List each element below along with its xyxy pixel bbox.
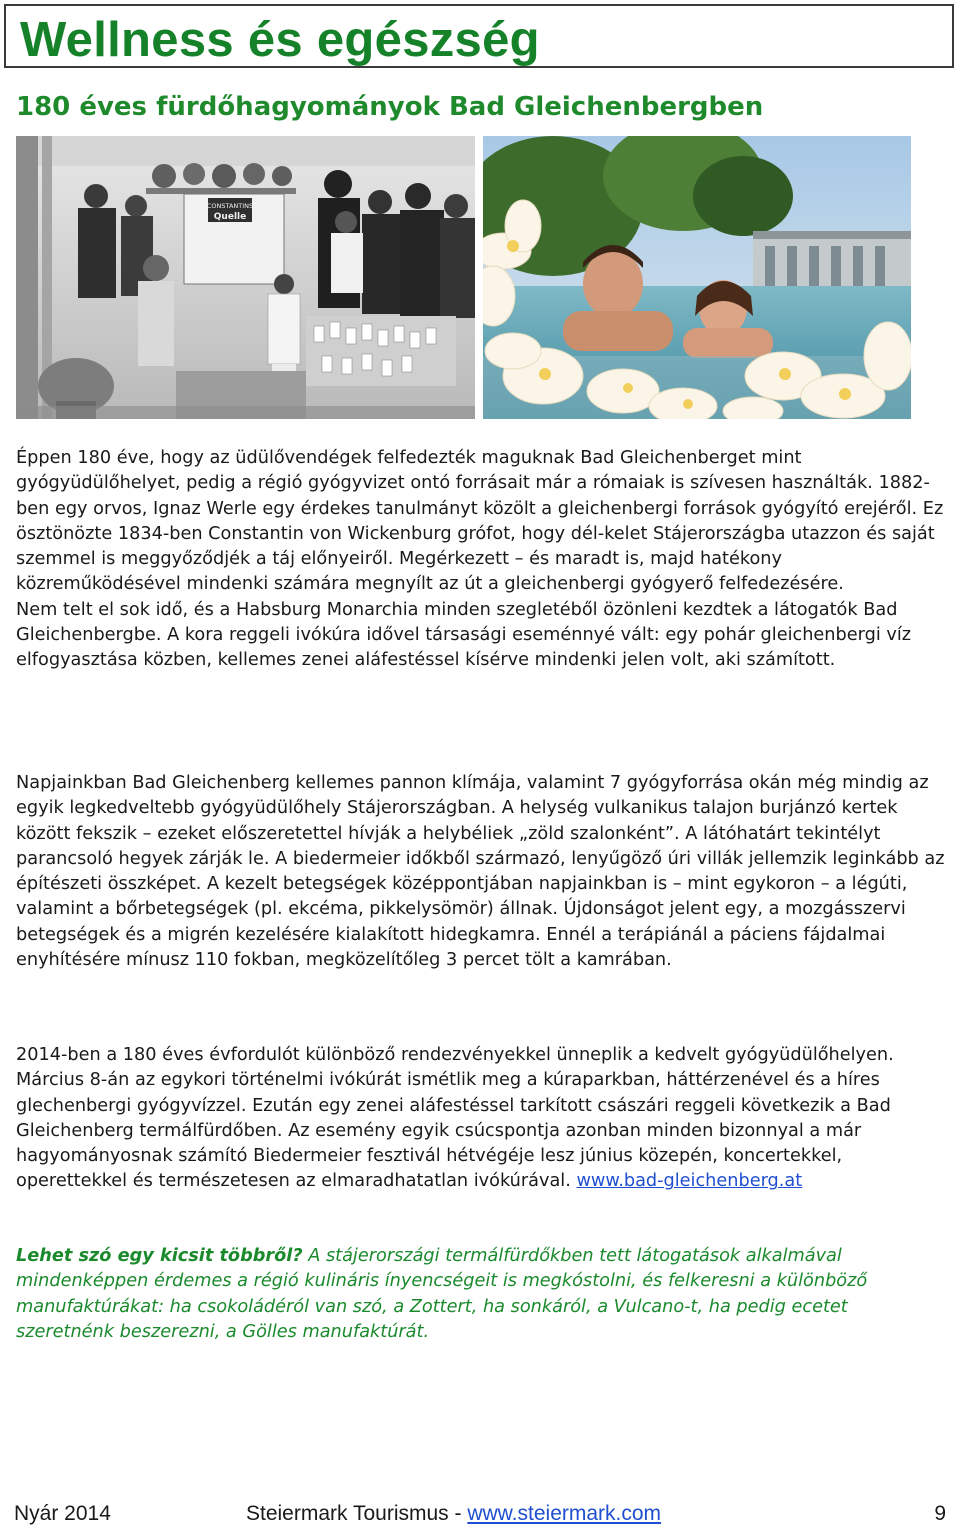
page-title: Wellness és egészség — [20, 13, 540, 67]
footer-publisher — [246, 1500, 661, 1528]
paragraph-history-part1: Éppen 180 éve, hogy az üdülővendégek felfedezték maguknak Bad Gleichenberget mint gyógyüdülőhelyet, pedig a régió gyógyvizet ontó forrásait már a rómaiak is szívesen használták. 1882-ben egy orvos, Ignaz Werle egy érdekes tanulmányt közölt a gleichenbergi források gyógyító erejéről. Ez ösztönözte 1834-ben Constantin von Wickenburg grófot, hogy dél-kelet Stájerországba utazzon és saját szemmel is meggyőződjék a táj előnyeiről. Megérkezett – és maradt is, majd hatékony közreműködésével mindenki számára megnyílt az út a gleichenbergi gyógyerő felfedezésére. — [16, 448, 944, 595]
footer-publisher-name: Steiermark Tourismus - — [246, 1502, 468, 1525]
paragraph-anniversary — [16, 1043, 946, 1195]
paragraph-today — [16, 771, 946, 973]
page-footer — [14, 1500, 946, 1528]
historic-spa-photo — [16, 136, 475, 419]
paragraph-culinary — [16, 1244, 946, 1345]
paragraph-anniversary-text: 2014-ben a 180 éves évfordulót különböző rendezvényekkel ünneplik a kedvelt gyógyüdülőhelyen. Március 8-án az egykori történelmi ivókúrát ismétlik meg a kúraparkban, háttérzenével és a híres glechenbergi gyógyvízzel. Ezután egy zenei aláfestéssel tarkított császári reggeli következik a Bad Gleichenberg termálfürdőben. Az esemény egyik csúcspontja azonban minden bizonnyal a már hagyományosnak számító Biedermeier fesztivál hétvégéje lesz június közepén, koncertekkel, operettekkel és természetesen az elmaradhatatlan ivókúrával. — [16, 1045, 894, 1192]
title-box — [4, 4, 954, 68]
sign-text-line1: CONSTANTINS — [206, 202, 254, 210]
bad-gleichenberg-link[interactable]: www.bad-gleichenberg.at — [576, 1171, 803, 1192]
footer-issue: Nyár 2014 — [14, 1502, 111, 1525]
paragraph-history — [16, 446, 946, 674]
thermal-pool-photo — [483, 136, 911, 419]
paragraph-history-part2: Nem telt el sok idő, és a Habsburg Monarchia minden szegletéből özönleni kezdtek a látogatók Bad Gleichenbergbe. A kora reggeli ivókúra idővel társasági eseménnyé vált: egy pohár gleichenbergi víz elfogyasztása közben, kellemes zenei aláfestéssel kísérve mindenki jelen volt, aki számított. — [16, 599, 912, 671]
page-number: 9 — [934, 1502, 946, 1525]
culinary-text: A stájerországi termálfürdőkben tett látogatások alkalmával mindenképpen érdemes a régió kulináris ínyencségeit is megkóstolni, és felkeresni a különböző manufaktúrákat: ha csokoládéról van szó, a Zottert, ha sonkáról, a Vulcano-t, ha pedig ecetet szeretnénk beszerezni, a Gölles manufaktúrát. — [16, 1246, 868, 1342]
article-subtitle: 180 éves fürdőhagyományok Bad Gleichenbergben — [16, 92, 764, 122]
culinary-heading: Lehet szó egy kicsit többről? — [16, 1246, 303, 1266]
sign-text-line2: Quelle — [213, 212, 247, 222]
paragraph-today-text: Napjainkban Bad Gleichenberg kellemes pannon klímája, valamint 7 gyógyforrása okán még mindig az egyik legkedveltebb gyógyüdülőhely Stájerországban. A helység vulkanikus talajon burjánzó kertek között fekszik – ezeket előszeretettel hívják a helybéliek „zöld szalonként”. A látóhatárt tekintélyt parancsoló hegyek zárják le. A biedermeier időkből származó, lenyűgöző úri villák jellemzik leginkább az építészeti összképet. A kezelt betegségek középpontjában napjainkban is – mint egykoron – a légúti, valamint a bőrbetegségek (pl. ekcéma, pikkelysömör) állnak. Újdonságot jelent egy, a mozgásszervi betegségek és a migrén kezelésére kialakított hidegkamra. Ennél a terápiánál a páciens fájdalmai enyhítésére mínusz 110 fokban, megközelítőleg 3 percet tölt a kamrában. — [16, 773, 945, 971]
steiermark-link[interactable]: www.steiermark.com — [467, 1502, 662, 1525]
